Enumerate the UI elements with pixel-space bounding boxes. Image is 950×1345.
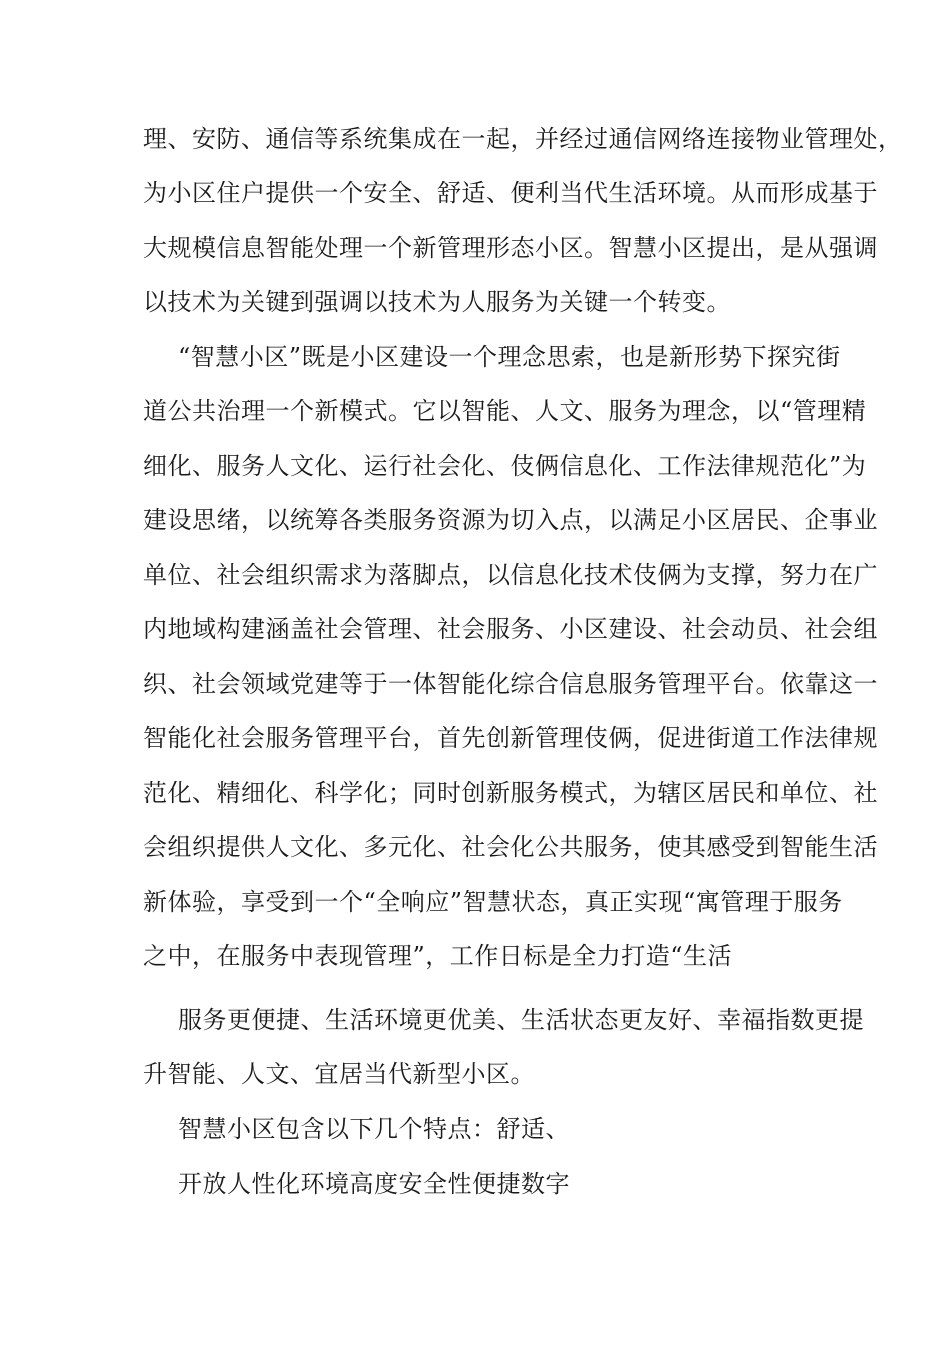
text-line: 理、安防、通信等系统集成在一起，并经过通信网络连接物业管理处， bbox=[143, 125, 903, 153]
text-line: 新体验，享受到一个“全响应”智慧状态，真正实现“寓管理于服务 bbox=[143, 888, 843, 916]
text-line: “智慧小区”既是小区建设一个理念思索，也是新形势下探究街 bbox=[178, 343, 841, 371]
text-line: 大规模信息智能处理一个新管理形态小区。智慧小区提出，是从强调 bbox=[143, 234, 878, 262]
text-line: 道公共治理一个新模式。它以智能、人文、服务为理念，以“管理精 bbox=[143, 397, 867, 425]
text-line: 以技术为关键到强调以技术为人服务为关键一个转变。 bbox=[143, 288, 731, 316]
text-line: 建设思绪，以统筹各类服务资源为切入点，以满足小区居民、企事业 bbox=[143, 506, 878, 534]
text-line: 会组织提供人文化、多元化、社会化公共服务，使其感受到智能生活 bbox=[143, 833, 878, 861]
text-line: 为小区住户提供一个安全、舒适、便利当代生活环境。从而形成基于 bbox=[143, 179, 878, 207]
text-line: 开放人性化环境高度安全性便捷数字 bbox=[178, 1170, 570, 1198]
text-line: 内地域构建涵盖社会管理、社会服务、小区建设、社会动员、社会组 bbox=[143, 615, 878, 643]
text-line: 智能化社会服务管理平台，首先创新管理伎俩，促进街道工作法律规 bbox=[143, 724, 878, 752]
text-line: 服务更便捷、生活环境更优美、生活状态更友好、幸福指数更提 bbox=[178, 1006, 864, 1034]
text-line: 范化、精细化、科学化；同时创新服务模式，为辖区居民和单位、社 bbox=[143, 779, 878, 807]
text-line: 单位、社会组织需求为落脚点，以信息化技术伎俩为支撑，努力在广 bbox=[143, 561, 878, 589]
text-line: 升智能、人文、宜居当代新型小区。 bbox=[143, 1060, 535, 1088]
text-line: 织、社会领域党建等于一体智能化综合信息服务管理平台。依靠这一 bbox=[143, 670, 878, 698]
text-line: 智慧小区包含以下几个特点：舒适、 bbox=[178, 1115, 570, 1143]
text-line: 之中，在服务中表现管理”，工作日标是全力打造“生活 bbox=[143, 942, 733, 970]
text-line: 细化、服务人文化、运行社会化、伎俩信息化、工作法律规范化”为 bbox=[143, 452, 867, 480]
